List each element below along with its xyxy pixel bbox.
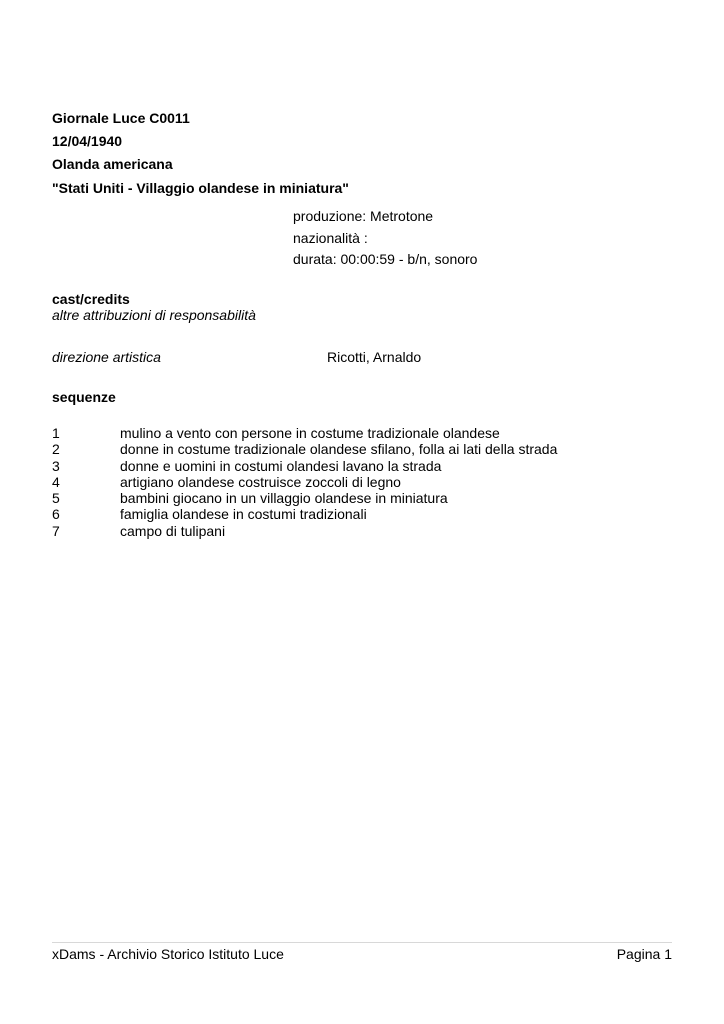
sequence-number: 4 [52,473,60,490]
sequence-number: 7 [52,522,60,539]
sequence-number: 3 [52,457,60,474]
nationality-field: nazionalità : [293,230,368,246]
record-caption: "Stati Uniti - Villaggio olandese in miniatura" [52,180,349,196]
sequence-description: mulino a vento con persone in costume tradizionale olandese [120,425,500,441]
footer-page-number: Pagina 1 [616,946,672,962]
sequence-number: 6 [52,506,60,523]
sequence-description: artigiano olandese costruisce zoccoli di legno [120,473,401,490]
sequence-number: 5 [52,490,60,507]
sequence-list [52,425,692,539]
record-title: Giornale Luce C0011 [52,110,190,126]
credit-person: Ricotti, Arnaldo [327,349,422,365]
sequence-row [52,474,692,490]
sequence-description: donne e uomini in costumi olandesi lavano la strada [120,457,442,474]
sequence-number: 2 [52,441,60,458]
sequences-heading: sequenze [52,389,116,405]
sequence-description: donne in costume tradizionale olandese sfilano, folla ai lati della strada [120,441,558,458]
duration-field: durata: 00:00:59 - b/n, sonoro [293,251,478,267]
sequence-row [52,458,692,474]
sequence-description: campo di tulipani [120,522,226,539]
sequence-row [52,490,692,506]
sequence-row [52,506,692,522]
sequence-description: famiglia olandese in costumi tradizionali [120,506,367,523]
footer-divider [52,942,672,943]
sequence-row [52,523,692,539]
credits-heading: cast/credits [52,291,130,307]
credit-role: direzione artistica [52,349,161,365]
record-subject: Olanda americana [52,156,173,172]
record-date: 12/04/1940 [52,133,123,149]
production-field: produzione: Metrotone [293,208,434,224]
sequence-description: bambini giocano in un villaggio olandese in miniatura [120,490,448,507]
sequence-row [52,441,692,457]
credits-subheading: altre attribuzioni di responsabilità [52,307,256,323]
sequence-row [52,425,692,441]
footer-archive-name: xDams - Archivio Storico Istituto Luce [52,946,284,962]
sequence-number: 1 [52,425,60,441]
